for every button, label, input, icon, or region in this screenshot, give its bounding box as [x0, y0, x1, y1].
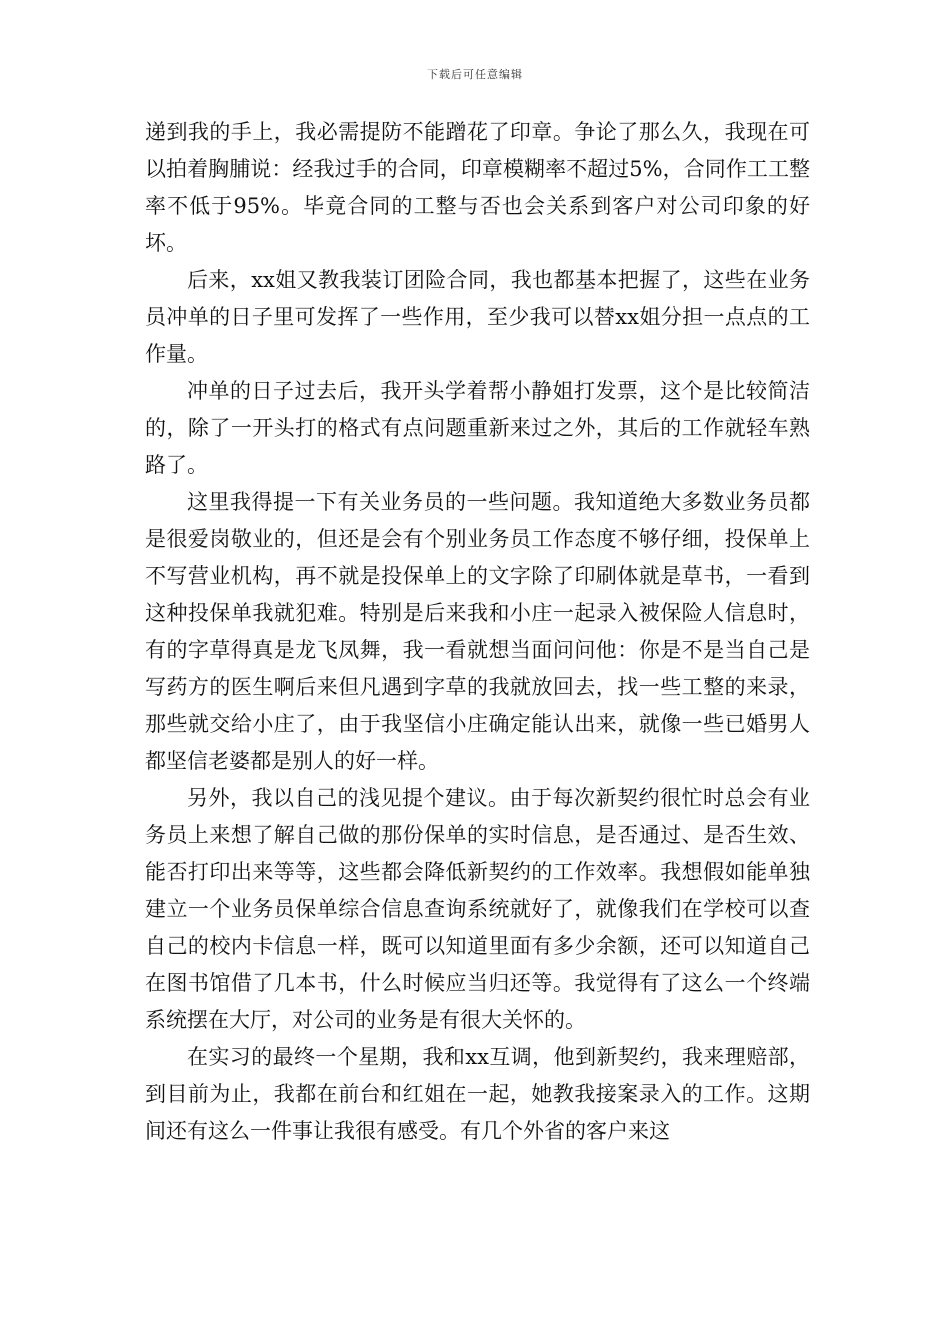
- paragraph: 冲单的日子过去后，我开头学着帮小静姐打发票，这个是比较简洁的，除了一开头打的格式有点问题重新来过之外，其后的工作就轻车熟路了。: [145, 379, 810, 477]
- paragraph: 另外，我以自己的浅见提个建议。由于每次新契约很忙时总会有业务员上来想了解自己做的那份保单的实时信息，是否通过、是否生效、能否打印出来等等，这些都会降低新契约的工作效率。我想假如能单独建立一个业务员保单综合信息查询系统就好了，就像我们在学校可以查自己的校内卡信息一样，既可以知道里面有多少余额，还可以知道自己在图书馆借了几本书，什么时候应当归还等。我觉得有了这么一个终端系统摆在大厅，对公司的业务是有很大关怀的。: [145, 786, 810, 1032]
- paragraph: 在实习的最终一个星期，我和xx互调，他到新契约，我来理赔部，到目前为止，我都在前台和红姐在一起，她教我接案录入的工作。这期间还有这么一件事让我很有感受。有几个外省的客户来这: [145, 1045, 810, 1143]
- paragraph: 这里我得提一下有关业务员的一些问题。我知道绝大多数业务员都是很爱岗敬业的，但还是会有个别业务员工作态度不够仔细，投保单上不写营业机构，再不就是投保单上的文字除了印刷体就是草书，一看到这种投保单我就犯难。特别是后来我和小庄一起录入被保险人信息时，有的字草得真是龙飞凤舞，我一看就想当面问问他：你是不是当自己是写药方的医生啊后来但凡遇到字草的我就放回去，找一些工整的来录，那些就交给小庄了，由于我坚信小庄确定能认出来，就像一些已婚男人都坚信老婆都是别人的好一样。: [145, 490, 810, 773]
- document-body: [145, 114, 810, 1150]
- paragraph-continuation: 递到我的手上，我必需提防不能蹭花了印章。争论了那么久，我现在可以拍着胸脯说：经我过手的合同，印章模糊率不超过5%，合同作工工整率不低于95%。毕竟合同的工整与否也会关系到客户对公司印象的好坏。: [145, 120, 810, 255]
- paragraph: 后来，xx姐又教我装订团险合同，我也都基本把握了，这些在业务员冲单的日子里可发挥了一些作用，至少我可以替xx姐分担一点点的工作量。: [145, 268, 810, 366]
- page-header: 下载后可任意编辑: [427, 68, 523, 81]
